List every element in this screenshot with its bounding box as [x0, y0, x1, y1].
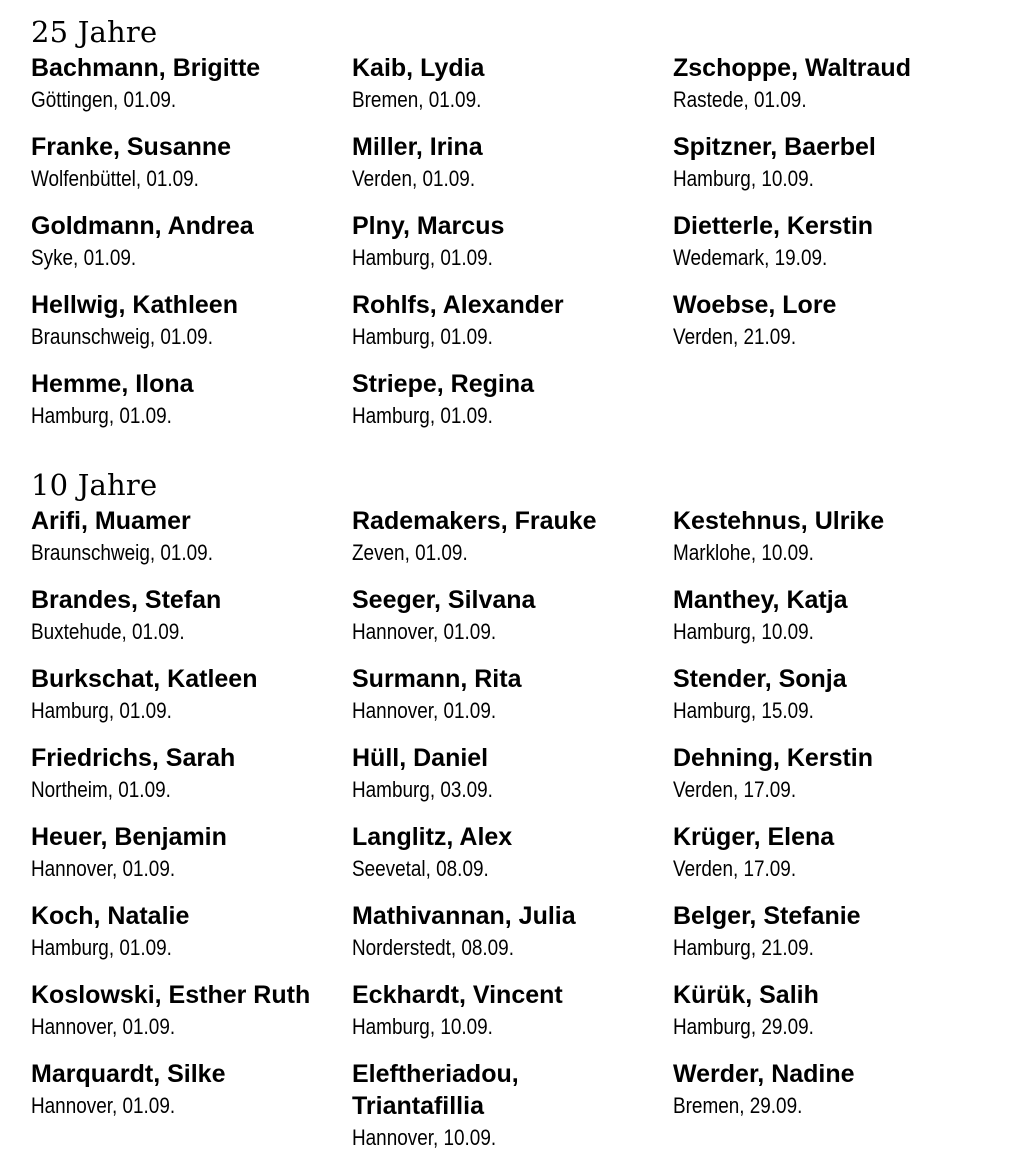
employee-location-date: Hamburg, 15.09.: [673, 698, 814, 723]
employee-name: Striepe, Regina: [352, 370, 534, 398]
employee-location-date: Hamburg, 29.09.: [673, 1014, 814, 1039]
employee-entry: [673, 742, 991, 821]
employee-entry: [673, 1058, 991, 1137]
employee-name: Hemme, Ilona: [31, 370, 194, 398]
entry-grid: [31, 52, 991, 447]
employee-entry: [31, 584, 352, 663]
employee-name: Arifi, Muamer: [31, 507, 191, 535]
employee-entry: [673, 663, 991, 742]
employee-entry: [31, 900, 352, 979]
employee-entry: [673, 131, 991, 210]
employee-name: Eckhardt, Vincent: [352, 981, 563, 1009]
employee-name: Zschoppe, Waltraud: [673, 54, 911, 82]
employee-entry: [673, 505, 991, 584]
employee-name: Kürük, Salih: [673, 981, 819, 1009]
employee-location-date: Hannover, 01.09.: [31, 1014, 176, 1039]
employee-name: Surmann, Rita: [352, 665, 522, 693]
employee-location-date: Hamburg, 03.09.: [352, 777, 493, 802]
employee-location-date: Verden, 01.09.: [352, 166, 476, 191]
employee-location-date: Hamburg, 21.09.: [673, 935, 814, 960]
employee-entry: [31, 368, 352, 447]
employee-entry: [673, 52, 991, 131]
employee-name: Spitzner, Baerbel: [673, 133, 876, 161]
entry-column: [31, 505, 352, 1169]
section-title: 25 Jahre: [31, 15, 158, 49]
employee-location-date: Göttingen, 01.09.: [31, 87, 177, 112]
employee-entry: [673, 210, 991, 289]
employee-name: Mathivannan, Julia: [352, 902, 576, 930]
employee-location-date: Hamburg, 01.09.: [352, 245, 493, 270]
employee-name: Friedrichs, Sarah: [31, 744, 236, 772]
employee-entry: [31, 821, 352, 900]
employee-location-date: Norderstedt, 08.09.: [352, 935, 514, 960]
employee-location-date: Braunschweig, 01.09.: [31, 540, 213, 565]
employee-location-date: Hannover, 01.09.: [352, 619, 497, 644]
employee-entry: [352, 742, 673, 821]
employee-location-date: Verden, 17.09.: [673, 856, 797, 881]
employee-name: Dehning, Kerstin: [673, 744, 874, 772]
employee-name: Manthey, Katja: [673, 586, 848, 614]
employee-name: Bachmann, Brigitte: [31, 54, 261, 82]
employee-entry: [352, 663, 673, 742]
employee-location-date: Zeven, 01.09.: [352, 540, 468, 565]
employee-entry: [352, 52, 673, 131]
employee-name: Kaib, Lydia: [352, 54, 485, 82]
employee-location-date: Rastede, 01.09.: [673, 87, 807, 112]
employee-location-date: Verden, 17.09.: [673, 777, 797, 802]
entry-column: [673, 52, 991, 447]
employee-entry: [673, 584, 991, 663]
employee-location-date: Hamburg, 01.09.: [31, 935, 172, 960]
employee-location-date: Bremen, 01.09.: [352, 87, 482, 112]
employee-name: Miller, Irina: [352, 133, 483, 161]
employee-entry: [673, 289, 991, 368]
employee-name: Krüger, Elena: [673, 823, 835, 851]
employee-name: Heuer, Benjamin: [31, 823, 227, 851]
employee-location-date: Hamburg, 01.09.: [31, 698, 172, 723]
employee-name: Hellwig, Kathleen: [31, 291, 238, 319]
employee-location-date: Hannover, 01.09.: [31, 1093, 176, 1118]
entry-column: [352, 505, 673, 1169]
employee-location-date: Buxtehude, 01.09.: [31, 619, 185, 644]
employee-location-date: Hamburg, 01.09.: [31, 403, 172, 428]
employee-location-date: Verden, 21.09.: [673, 324, 797, 349]
employee-location-date: Northeim, 01.09.: [31, 777, 171, 802]
section-10-jahre: [31, 465, 991, 1169]
employee-entry: [31, 663, 352, 742]
employee-name: Woebse, Lore: [673, 291, 837, 319]
employee-entry: [352, 368, 673, 447]
employee-entry: [352, 584, 673, 663]
employee-entry: [31, 52, 352, 131]
entry-column: [31, 52, 352, 447]
employee-entry: [352, 900, 673, 979]
employee-name: Brandes, Stefan: [31, 586, 222, 614]
employee-name: Koslowski, Esther Ruth: [31, 981, 311, 1009]
employee-location-date: Hamburg, 10.09.: [673, 166, 814, 191]
section-25-jahre: [31, 12, 991, 447]
employee-entry: [673, 979, 991, 1058]
employee-location-date: Braunschweig, 01.09.: [31, 324, 213, 349]
employee-entry: [352, 1058, 673, 1169]
employee-name: Seeger, Silvana: [352, 586, 536, 614]
employee-entry: [352, 505, 673, 584]
employee-entry: [31, 742, 352, 821]
employee-name: Hüll, Daniel: [352, 744, 489, 772]
employee-name: Franke, Susanne: [31, 133, 232, 161]
employee-location-date: Marklohe, 10.09.: [673, 540, 814, 565]
employee-name: Stender, Sonja: [673, 665, 847, 693]
employee-entry: [31, 210, 352, 289]
employee-name: Belger, Stefanie: [673, 902, 861, 930]
employee-location-date: Syke, 01.09.: [31, 245, 137, 270]
employee-name: Koch, Natalie: [31, 902, 190, 930]
employee-entry: [673, 900, 991, 979]
employee-location-date: Hamburg, 10.09.: [352, 1014, 493, 1039]
employee-location-date: Bremen, 29.09.: [673, 1093, 803, 1118]
employee-entry: [352, 979, 673, 1058]
section-title: 10 Jahre: [31, 468, 158, 502]
employee-location-date: Wolfenbüttel, 01.09.: [31, 166, 199, 191]
employee-location-date: Hamburg, 10.09.: [673, 619, 814, 644]
employee-name: Dietterle, Kerstin: [673, 212, 874, 240]
employee-entry: [31, 505, 352, 584]
employee-entry: [31, 131, 352, 210]
employee-location-date: Hamburg, 01.09.: [352, 324, 493, 349]
employee-name: Langlitz, Alex: [352, 823, 513, 851]
employee-entry: [352, 821, 673, 900]
employee-location-date: Wedemark, 19.09.: [673, 245, 828, 270]
employee-entry: [352, 210, 673, 289]
employee-location-date: Seevetal, 08.09.: [352, 856, 489, 881]
employee-entry: [352, 289, 673, 368]
employee-name: Burkschat, Katleen: [31, 665, 258, 693]
employee-entry: [673, 821, 991, 900]
employee-name: Plny, Marcus: [352, 212, 505, 240]
employee-name: Kestehnus, Ulrike: [673, 507, 885, 535]
employee-name: Werder, Nadine: [673, 1060, 855, 1088]
employee-location-date: Hamburg, 01.09.: [352, 403, 493, 428]
employee-entry: [352, 131, 673, 210]
employee-name: Rohlfs, Alexander: [352, 291, 564, 319]
employee-name: Eleftheriadou, Triantafillia: [352, 1060, 519, 1120]
employee-name: Rademakers, Frauke: [352, 507, 597, 535]
employee-location-date: Hannover, 10.09.: [352, 1125, 497, 1150]
entry-column: [673, 505, 991, 1169]
employee-location-date: Hannover, 01.09.: [352, 698, 497, 723]
entry-grid: [31, 505, 991, 1169]
employee-name: Goldmann, Andrea: [31, 212, 254, 240]
employee-entry: [31, 289, 352, 368]
employee-entry: [31, 1058, 352, 1137]
employee-entry: [31, 979, 352, 1058]
employee-location-date: Hannover, 01.09.: [31, 856, 176, 881]
entry-column: [352, 52, 673, 447]
employee-name: Marquardt, Silke: [31, 1060, 226, 1088]
